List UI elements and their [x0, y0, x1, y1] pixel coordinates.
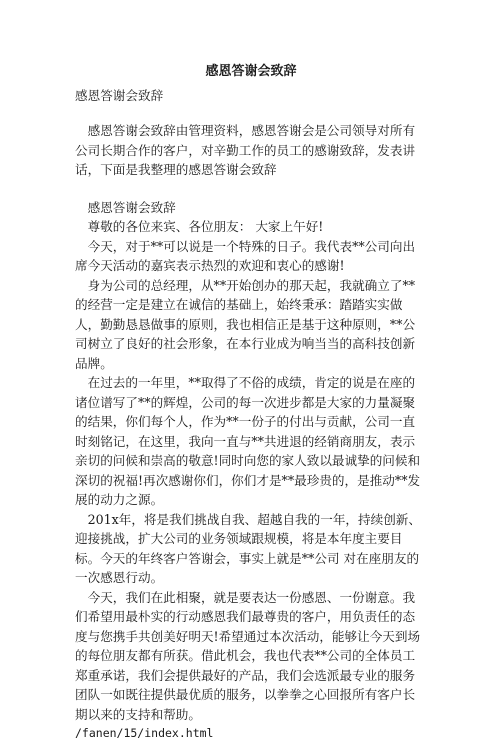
intro-paragraph: 感恩答谢会致辞由管理资料，感恩答谢会是公司领导对所有公司长期合作的客户，对辛勤工作的员工的感谢致辞，发表讲话，下面是我整理的感恩答谢会致辞 — [75, 123, 416, 177]
body-paragraph: 身为公司的总经理，从**开始创办的那天起，我就确立了**的经营一定是建立在诚信的基础上，始终秉承：踏踏实实做人，勤勤恳恳做事的原则，我也相信正是基于这种原则，**公司树立了良好的社会形象，在本行业成为响当当的高科技创新品牌。 — [75, 277, 416, 371]
document-title: 感恩答谢会致辞 — [205, 64, 297, 79]
document-page — [75, 62, 427, 744]
greeting-paragraph: 尊敬的各位来宾、各位朋友： 大家上午好! — [87, 219, 324, 234]
body-heading: 感恩答谢会致辞 — [87, 199, 176, 215]
body-paragraph: 今天，我们在此相聚，就是要表达一份感恩、一份谢意。我们希望用最朴实的行动感恩我们最尊贵的客户，用负责任的态度与您携手共创美好明天!希望通过本次活动，能够让今天到场的每位朋友都有所获。借此机会，我也代表**公司的全体员工郑重承诺，我们会提供最好的产品，我们会选派最专业的服务团队一如既往提供最优质的服务，以拳拳之心回报所有客户长期以来的支持和帮助。 — [75, 589, 421, 722]
body-paragraph: 在过去的一年里，**取得了不俗的成绩，肯定的说是在座的诸位谱写了**的辉煌，公司的每一次进步都是大家的力量凝聚的结果，你们每个人，作为**一份子的付出与贡献，公司一直时刻铭记，在这里，我向一直与**共进退的经销商朋友，表示亲切的问候和崇高的敬意!同时向您的家人致以最诚挚的问候和深切的祝福!再次感谢你们，你们才是**最珍贵的，是推动**发展的动力之源。 — [75, 375, 421, 507]
body-paragraph: 今天，对于**可以说是一个特殊的日子。我代表**公司向出席今天活动的嘉宾表示热烈的欢迎和衷心的感谢! — [75, 238, 416, 273]
body-paragraph: 201x年，将是我们挑战自我、超越自我的一年，持续创新、迎接挑战，扩大公司的业务领域跟规模，将是本年度主要目标。今天的年终客户答谢会，事实上就是**公司 对在座朋友的一次感恩行动。 — [75, 511, 421, 585]
document-subtitle: 感恩答谢会致辞 — [75, 87, 164, 103]
page-link[interactable]: /fanen/15/index.html — [75, 726, 214, 740]
